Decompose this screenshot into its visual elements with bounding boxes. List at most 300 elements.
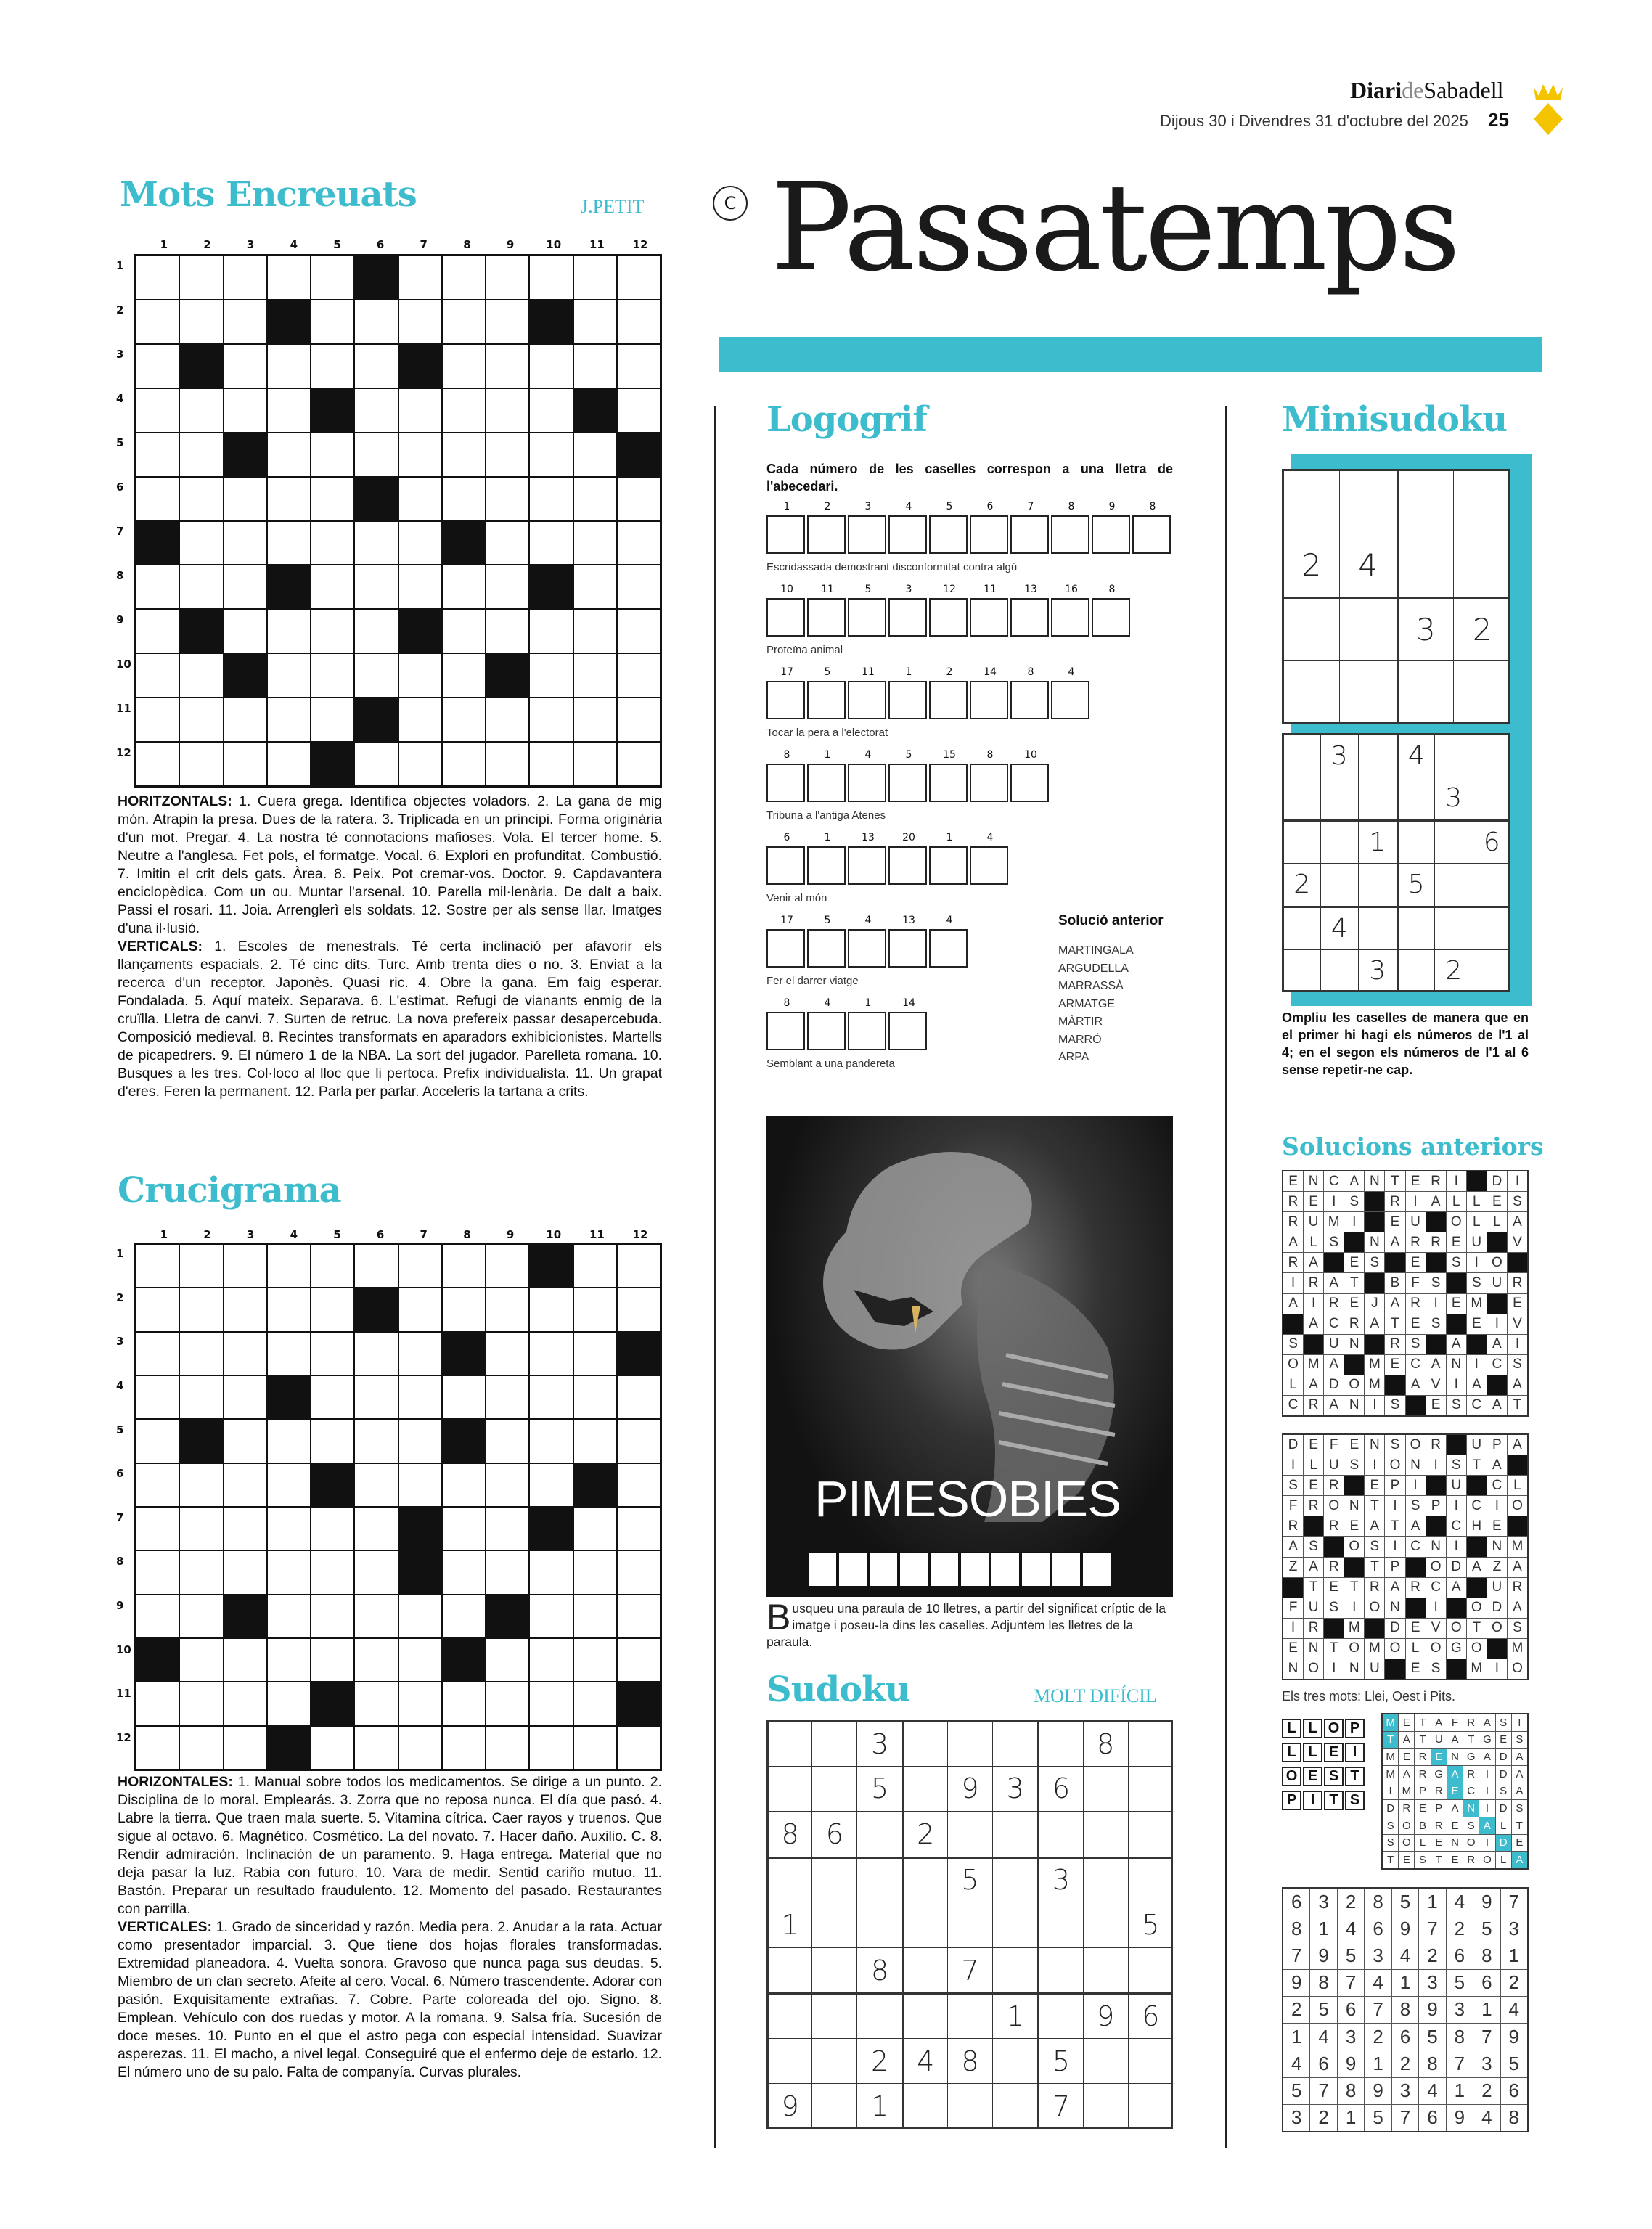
- answer-cell[interactable]: [224, 1551, 266, 1593]
- empty-cell[interactable]: [1320, 819, 1359, 863]
- answer-box[interactable]: [929, 846, 968, 885]
- answer-cell[interactable]: [443, 1288, 485, 1330]
- empty-cell[interactable]: [1128, 2038, 1173, 2084]
- answer-cell[interactable]: [268, 1464, 310, 1506]
- empty-cell[interactable]: [1282, 906, 1320, 949]
- answer-cell[interactable]: [443, 1727, 485, 1769]
- answer-cell[interactable]: [399, 654, 441, 697]
- answer-cell[interactable]: [443, 743, 485, 785]
- answer-cell[interactable]: [311, 1245, 353, 1287]
- answer-cell[interactable]: [224, 300, 266, 343]
- empty-cell[interactable]: [1128, 1766, 1173, 1812]
- answer-cell[interactable]: [355, 389, 397, 432]
- answer-cell[interactable]: [180, 1595, 222, 1637]
- answer-cell[interactable]: [443, 1595, 485, 1637]
- answer-cell[interactable]: [268, 1420, 310, 1462]
- answer-cell[interactable]: [618, 610, 660, 653]
- answer-cell[interactable]: [224, 1245, 266, 1287]
- answer-cell[interactable]: [180, 389, 222, 432]
- empty-cell[interactable]: [1083, 2038, 1128, 2084]
- empty-cell[interactable]: [902, 1766, 947, 1812]
- answer-cell[interactable]: [399, 698, 441, 741]
- answer-cell[interactable]: [486, 743, 528, 785]
- answer-cell[interactable]: [311, 1551, 353, 1593]
- answer-cell[interactable]: [574, 565, 616, 608]
- empty-cell[interactable]: [1397, 949, 1435, 993]
- answer-cell[interactable]: [574, 1727, 616, 1769]
- answer-cell[interactable]: [443, 1245, 485, 1287]
- answer-box[interactable]: [1092, 598, 1130, 637]
- answer-cell[interactable]: [486, 610, 528, 653]
- answer-cell[interactable]: [355, 1551, 397, 1593]
- answer-cell[interactable]: [530, 1727, 572, 1769]
- answer-cell[interactable]: [136, 698, 179, 741]
- answer-cell[interactable]: [268, 1682, 310, 1725]
- answer-box[interactable]: [766, 1012, 805, 1050]
- answer-cell[interactable]: [399, 565, 441, 608]
- empty-cell[interactable]: [1128, 1720, 1173, 1766]
- answer-cell[interactable]: [355, 522, 397, 565]
- answer-cell[interactable]: [180, 654, 222, 697]
- empty-cell[interactable]: [766, 1720, 811, 1766]
- answer-box[interactable]: [807, 846, 846, 885]
- answer-cell[interactable]: [530, 1333, 572, 1375]
- answer-cell[interactable]: [136, 1376, 179, 1418]
- empty-cell[interactable]: [947, 2083, 992, 2129]
- empty-cell[interactable]: [1282, 733, 1320, 777]
- answer-box[interactable]: [929, 515, 968, 554]
- answer-box[interactable]: [807, 681, 846, 719]
- empty-cell[interactable]: [811, 1902, 856, 1947]
- answer-box[interactable]: [766, 515, 805, 554]
- empty-cell[interactable]: [856, 1857, 901, 1902]
- answer-cell[interactable]: [136, 1595, 179, 1637]
- answer-cell[interactable]: [486, 1333, 528, 1375]
- empty-cell[interactable]: [1453, 660, 1510, 724]
- answer-cell[interactable]: [443, 1464, 485, 1506]
- answer-cell[interactable]: [443, 256, 485, 299]
- empty-cell[interactable]: [811, 1992, 856, 2038]
- answer-cell[interactable]: [399, 1639, 441, 1681]
- empty-cell[interactable]: [902, 1992, 947, 2038]
- answer-cell[interactable]: [618, 256, 660, 299]
- answer-cell[interactable]: [180, 743, 222, 785]
- answer-box[interactable]: [807, 1012, 846, 1050]
- answer-cell[interactable]: [399, 522, 441, 565]
- answer-cell[interactable]: [399, 300, 441, 343]
- answer-box[interactable]: [766, 598, 805, 637]
- empty-cell[interactable]: [1128, 2083, 1173, 2129]
- empty-cell[interactable]: [992, 1902, 1037, 1947]
- answer-cell[interactable]: [618, 522, 660, 565]
- answer-cell[interactable]: [311, 345, 353, 388]
- answer-cell[interactable]: [355, 433, 397, 476]
- answer-cell[interactable]: [311, 1595, 353, 1637]
- answer-cell[interactable]: [180, 1288, 222, 1330]
- answer-box[interactable]: [807, 598, 846, 637]
- empty-cell[interactable]: [811, 2038, 856, 2084]
- answer-cell[interactable]: [530, 1551, 572, 1593]
- answer-cell[interactable]: [399, 1595, 441, 1637]
- answer-cell[interactable]: [180, 478, 222, 520]
- empty-cell[interactable]: [992, 2083, 1037, 2129]
- answer-cell[interactable]: [311, 1639, 353, 1681]
- empty-cell[interactable]: [1320, 863, 1359, 907]
- empty-cell[interactable]: [947, 1811, 992, 1857]
- answer-cell[interactable]: [136, 345, 179, 388]
- empty-cell[interactable]: [1083, 1902, 1128, 1947]
- answer-box[interactable]: [929, 681, 968, 719]
- answer-cell[interactable]: [399, 1376, 441, 1418]
- answer-cell[interactable]: [311, 478, 353, 520]
- answer-cell[interactable]: [530, 433, 572, 476]
- empty-cell[interactable]: [1339, 660, 1397, 724]
- answer-cell[interactable]: [618, 1420, 660, 1462]
- answer-box[interactable]: [1083, 1553, 1111, 1586]
- answer-cell[interactable]: [355, 743, 397, 785]
- answer-cell[interactable]: [311, 610, 353, 653]
- answer-cell[interactable]: [136, 1333, 179, 1375]
- answer-cell[interactable]: [180, 698, 222, 741]
- answer-cell[interactable]: [618, 1595, 660, 1637]
- answer-cell[interactable]: [443, 1376, 485, 1418]
- answer-cell[interactable]: [443, 1682, 485, 1725]
- empty-cell[interactable]: [902, 1947, 947, 1993]
- answer-cell[interactable]: [399, 743, 441, 785]
- answer-cell[interactable]: [574, 1551, 616, 1593]
- answer-box[interactable]: [848, 681, 886, 719]
- answer-box[interactable]: [1132, 515, 1171, 554]
- answer-cell[interactable]: [311, 565, 353, 608]
- answer-cell[interactable]: [268, 1508, 310, 1550]
- empty-cell[interactable]: [1358, 906, 1397, 949]
- answer-cell[interactable]: [355, 610, 397, 653]
- answer-cell[interactable]: [268, 698, 310, 741]
- empty-cell[interactable]: [1037, 1902, 1082, 1947]
- answer-cell[interactable]: [530, 1682, 572, 1725]
- answer-cell[interactable]: [224, 1639, 266, 1681]
- empty-cell[interactable]: [1434, 863, 1473, 907]
- answer-box[interactable]: [888, 929, 927, 968]
- answer-cell[interactable]: [618, 478, 660, 520]
- empty-cell[interactable]: [1282, 777, 1320, 820]
- empty-cell[interactable]: [1083, 2083, 1128, 2129]
- empty-cell[interactable]: [1397, 906, 1435, 949]
- answer-cell[interactable]: [486, 256, 528, 299]
- answer-cell[interactable]: [618, 565, 660, 608]
- answer-box[interactable]: [1022, 1553, 1050, 1586]
- answer-box[interactable]: [848, 598, 886, 637]
- answer-cell[interactable]: [574, 1376, 616, 1418]
- answer-cell[interactable]: [443, 389, 485, 432]
- answer-cell[interactable]: [180, 256, 222, 299]
- answer-cell[interactable]: [530, 1464, 572, 1506]
- empty-cell[interactable]: [1037, 1947, 1082, 1993]
- empty-cell[interactable]: [992, 1720, 1037, 1766]
- empty-cell[interactable]: [811, 1857, 856, 1902]
- answer-box[interactable]: [839, 1553, 867, 1586]
- empty-cell[interactable]: [1397, 533, 1454, 597]
- empty-cell[interactable]: [766, 1857, 811, 1902]
- answer-cell[interactable]: [399, 1288, 441, 1330]
- empty-cell[interactable]: [1453, 469, 1510, 533]
- empty-cell[interactable]: [811, 1947, 856, 1993]
- answer-cell[interactable]: [268, 478, 310, 520]
- answer-cell[interactable]: [486, 1288, 528, 1330]
- answer-cell[interactable]: [268, 389, 310, 432]
- answer-cell[interactable]: [355, 1245, 397, 1287]
- answer-cell[interactable]: [311, 433, 353, 476]
- answer-box[interactable]: [870, 1553, 897, 1586]
- empty-cell[interactable]: [1083, 1857, 1128, 1902]
- answer-cell[interactable]: [136, 1727, 179, 1769]
- answer-cell[interactable]: [443, 345, 485, 388]
- answer-cell[interactable]: [224, 565, 266, 608]
- answer-cell[interactable]: [574, 478, 616, 520]
- answer-cell[interactable]: [530, 1420, 572, 1462]
- answer-cell[interactable]: [443, 698, 485, 741]
- answer-cell[interactable]: [530, 478, 572, 520]
- answer-cell[interactable]: [136, 1682, 179, 1725]
- answer-cell[interactable]: [574, 256, 616, 299]
- empty-cell[interactable]: [902, 1720, 947, 1766]
- answer-box[interactable]: [848, 846, 886, 885]
- answer-cell[interactable]: [399, 1464, 441, 1506]
- answer-cell[interactable]: [486, 1245, 528, 1287]
- answer-cell[interactable]: [180, 565, 222, 608]
- answer-cell[interactable]: [180, 1551, 222, 1593]
- empty-cell[interactable]: [1037, 1811, 1082, 1857]
- answer-cell[interactable]: [399, 1727, 441, 1769]
- answer-cell[interactable]: [180, 1245, 222, 1287]
- answer-cell[interactable]: [530, 1639, 572, 1681]
- answer-cell[interactable]: [486, 345, 528, 388]
- answer-cell[interactable]: [618, 1639, 660, 1681]
- answer-cell[interactable]: [268, 1551, 310, 1593]
- answer-cell[interactable]: [486, 300, 528, 343]
- answer-cell[interactable]: [268, 522, 310, 565]
- empty-cell[interactable]: [1434, 906, 1473, 949]
- answer-cell[interactable]: [486, 1508, 528, 1550]
- answer-cell[interactable]: [530, 522, 572, 565]
- answer-box[interactable]: [929, 764, 968, 802]
- answer-cell[interactable]: [355, 345, 397, 388]
- answer-box[interactable]: [1010, 681, 1049, 719]
- answer-cell[interactable]: [224, 478, 266, 520]
- empty-cell[interactable]: [811, 1766, 856, 1812]
- answer-cell[interactable]: [311, 1508, 353, 1550]
- answer-cell[interactable]: [399, 1682, 441, 1725]
- empty-cell[interactable]: [947, 1992, 992, 2038]
- answer-cell[interactable]: [311, 1376, 353, 1418]
- answer-cell[interactable]: [443, 300, 485, 343]
- answer-cell[interactable]: [136, 1288, 179, 1330]
- answer-box[interactable]: [970, 764, 1008, 802]
- empty-cell[interactable]: [856, 1902, 901, 1947]
- answer-cell[interactable]: [618, 389, 660, 432]
- answer-cell[interactable]: [618, 1727, 660, 1769]
- answer-cell[interactable]: [618, 1551, 660, 1593]
- answer-cell[interactable]: [268, 433, 310, 476]
- answer-cell[interactable]: [399, 1420, 441, 1462]
- answer-cell[interactable]: [224, 1376, 266, 1418]
- answer-cell[interactable]: [486, 565, 528, 608]
- answer-cell[interactable]: [136, 565, 179, 608]
- empty-cell[interactable]: [766, 1947, 811, 1993]
- answer-cell[interactable]: [180, 522, 222, 565]
- answer-box[interactable]: [929, 929, 968, 968]
- answer-cell[interactable]: [443, 478, 485, 520]
- answer-cell[interactable]: [136, 610, 179, 653]
- empty-cell[interactable]: [1453, 533, 1510, 597]
- answer-cell[interactable]: [399, 1245, 441, 1287]
- answer-cell[interactable]: [355, 565, 397, 608]
- answer-cell[interactable]: [574, 300, 616, 343]
- empty-cell[interactable]: [1397, 469, 1454, 533]
- answer-cell[interactable]: [355, 1595, 397, 1637]
- answer-cell[interactable]: [574, 1508, 616, 1550]
- answer-cell[interactable]: [618, 1245, 660, 1287]
- answer-cell[interactable]: [136, 1420, 179, 1462]
- answer-cell[interactable]: [224, 1288, 266, 1330]
- empty-cell[interactable]: [1358, 733, 1397, 777]
- answer-cell[interactable]: [574, 1595, 616, 1637]
- answer-cell[interactable]: [618, 1464, 660, 1506]
- empty-cell[interactable]: [1282, 469, 1339, 533]
- answer-cell[interactable]: [355, 1376, 397, 1418]
- answer-cell[interactable]: [180, 1333, 222, 1375]
- answer-cell[interactable]: [530, 1288, 572, 1330]
- answer-cell[interactable]: [486, 1464, 528, 1506]
- empty-cell[interactable]: [902, 1857, 947, 1902]
- answer-box[interactable]: [807, 764, 846, 802]
- answer-cell[interactable]: [618, 1376, 660, 1418]
- answer-cell[interactable]: [136, 1508, 179, 1550]
- answer-cell[interactable]: [618, 698, 660, 741]
- answer-cell[interactable]: [224, 698, 266, 741]
- empty-cell[interactable]: [902, 2083, 947, 2129]
- answer-cell[interactable]: [224, 256, 266, 299]
- answer-cell[interactable]: [311, 256, 353, 299]
- answer-cell[interactable]: [574, 345, 616, 388]
- answer-cell[interactable]: [486, 1420, 528, 1462]
- answer-cell[interactable]: [180, 1682, 222, 1725]
- empty-cell[interactable]: [1397, 660, 1454, 724]
- answer-cell[interactable]: [574, 1333, 616, 1375]
- answer-cell[interactable]: [443, 654, 485, 697]
- empty-cell[interactable]: [811, 1720, 856, 1766]
- empty-cell[interactable]: [902, 1902, 947, 1947]
- answer-cell[interactable]: [136, 256, 179, 299]
- empty-cell[interactable]: [947, 1720, 992, 1766]
- answer-box[interactable]: [1010, 764, 1049, 802]
- answer-box[interactable]: [970, 846, 1008, 885]
- empty-cell[interactable]: [1473, 777, 1511, 820]
- answer-cell[interactable]: [311, 1288, 353, 1330]
- empty-cell[interactable]: [1434, 819, 1473, 863]
- answer-cell[interactable]: [136, 1464, 179, 1506]
- empty-cell[interactable]: [1358, 863, 1397, 907]
- answer-cell[interactable]: [486, 1639, 528, 1681]
- answer-box[interactable]: [888, 764, 927, 802]
- empty-cell[interactable]: [1128, 1857, 1173, 1902]
- answer-cell[interactable]: [486, 389, 528, 432]
- answer-cell[interactable]: [530, 1376, 572, 1418]
- answer-cell[interactable]: [268, 1288, 310, 1330]
- empty-cell[interactable]: [1397, 819, 1435, 863]
- empty-cell[interactable]: [1320, 777, 1359, 820]
- answer-cell[interactable]: [399, 1333, 441, 1375]
- answer-box[interactable]: [848, 515, 886, 554]
- answer-cell[interactable]: [530, 256, 572, 299]
- answer-box[interactable]: [970, 598, 1008, 637]
- answer-cell[interactable]: [530, 698, 572, 741]
- empty-cell[interactable]: [1282, 597, 1339, 660]
- answer-cell[interactable]: [268, 256, 310, 299]
- answer-cell[interactable]: [618, 654, 660, 697]
- answer-cell[interactable]: [443, 1508, 485, 1550]
- answer-cell[interactable]: [574, 522, 616, 565]
- answer-cell[interactable]: [355, 1508, 397, 1550]
- answer-cell[interactable]: [574, 698, 616, 741]
- answer-cell[interactable]: [180, 1376, 222, 1418]
- answer-box[interactable]: [848, 1012, 886, 1050]
- answer-cell[interactable]: [355, 1420, 397, 1462]
- empty-cell[interactable]: [992, 2038, 1037, 2084]
- answer-cell[interactable]: [443, 1551, 485, 1593]
- answer-cell[interactable]: [136, 743, 179, 785]
- answer-cell[interactable]: [574, 610, 616, 653]
- answer-box[interactable]: [888, 846, 927, 885]
- empty-cell[interactable]: [1083, 1811, 1128, 1857]
- answer-box[interactable]: [848, 929, 886, 968]
- answer-cell[interactable]: [224, 610, 266, 653]
- empty-cell[interactable]: [1282, 949, 1320, 993]
- answer-cell[interactable]: [574, 1288, 616, 1330]
- answer-box[interactable]: [929, 598, 968, 637]
- answer-cell[interactable]: [574, 743, 616, 785]
- answer-cell[interactable]: [268, 1595, 310, 1637]
- answer-box[interactable]: [900, 1553, 928, 1586]
- answer-box[interactable]: [809, 1553, 836, 1586]
- answer-cell[interactable]: [355, 300, 397, 343]
- answer-cell[interactable]: [180, 433, 222, 476]
- answer-cell[interactable]: [574, 433, 616, 476]
- empty-cell[interactable]: [856, 1992, 901, 2038]
- answer-cell[interactable]: [136, 389, 179, 432]
- answer-cell[interactable]: [268, 1639, 310, 1681]
- answer-cell[interactable]: [486, 1682, 528, 1725]
- answer-cell[interactable]: [311, 1727, 353, 1769]
- answer-cell[interactable]: [311, 654, 353, 697]
- answer-cell[interactable]: [355, 1464, 397, 1506]
- answer-box[interactable]: [766, 929, 805, 968]
- empty-cell[interactable]: [856, 1811, 901, 1857]
- answer-box[interactable]: [1051, 681, 1089, 719]
- answer-cell[interactable]: [136, 300, 179, 343]
- answer-cell[interactable]: [224, 1464, 266, 1506]
- answer-cell[interactable]: [224, 1508, 266, 1550]
- empty-cell[interactable]: [1339, 597, 1397, 660]
- empty-cell[interactable]: [1320, 949, 1359, 993]
- empty-cell[interactable]: [1473, 733, 1511, 777]
- answer-cell[interactable]: [355, 1682, 397, 1725]
- empty-cell[interactable]: [1037, 1720, 1082, 1766]
- answer-cell[interactable]: [530, 345, 572, 388]
- answer-cell[interactable]: [268, 654, 310, 697]
- answer-cell[interactable]: [136, 1551, 179, 1593]
- empty-cell[interactable]: [1339, 469, 1397, 533]
